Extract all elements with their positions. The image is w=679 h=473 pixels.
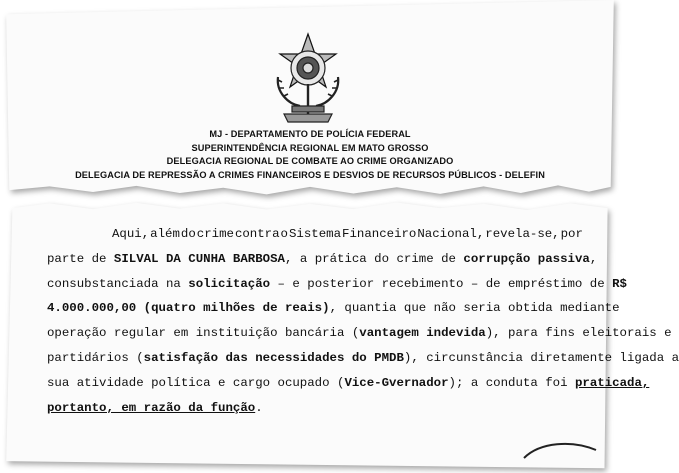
text-run: parte de SILVAL DA CUNHA BARBOSA, a prática do crime de corrupção passiva, (47, 251, 598, 266)
term-vice-governador: Vice-Gvernador (344, 375, 449, 390)
document-body (47, 222, 679, 420)
word: Financeiro (342, 227, 417, 241)
body-line-3 (47, 272, 627, 297)
body-line-8 (47, 396, 583, 421)
term-praticada: praticada, (574, 375, 650, 390)
body-line-7 (47, 371, 650, 396)
word: revela-se, (485, 227, 560, 241)
term-vantagem-indevida: vantagem indevida (359, 326, 486, 341)
word: do (180, 227, 196, 241)
body-line-4 (47, 296, 620, 321)
currency-symbol: R$ (612, 276, 627, 291)
text-run: consubstanciada na solicitação – e posterior recebimento – de empréstimo de (47, 276, 613, 291)
word: contra (234, 227, 280, 241)
word: o (280, 227, 288, 241)
word: além (150, 227, 180, 241)
term-em-razao-da-funcao: portanto, em razão da função (47, 400, 256, 415)
term-satisfacao-pmdb: satisfação das necessidades do PMDB (143, 350, 404, 365)
text-run: operação regular em instituição bancária (vantagem indevida), para fins eleitorais e (47, 326, 672, 341)
term-solicitacao: solicitação (188, 276, 271, 291)
body-line-6 (47, 346, 679, 371)
body-line-5 (47, 321, 672, 346)
text-run: sua atividade política e cargo ocupado (Vice-Gvernador); a conduta foi praticada, (47, 375, 650, 390)
header-line-ministry: MJ - DEPARTAMENTO DE POLÍCIA FEDERAL (209, 129, 411, 139)
crime-corrupcao-passiva: corrupção passiva (463, 251, 590, 266)
word: Nacional, (417, 227, 485, 241)
header-line-regional-office: DELEGACIA REGIONAL DE COMBATE AO CRIME ORGANIZADO (166, 156, 454, 166)
pen-mark (520, 436, 600, 466)
brazil-coat-of-arms-seal (270, 32, 346, 124)
text-run: 4.000.000,00 (quatro milhões de reais), quantia que não seria obtida mediante (47, 301, 620, 316)
text-run: partidários (satisfação das necessidades do PMDB), circunstância diretamente ligada a (47, 350, 679, 365)
word: por (560, 227, 583, 241)
body-line-1 (47, 222, 583, 247)
loan-amount: 4.000.000,00 (quatro milhões de reais) (47, 301, 330, 316)
text-run: portanto, em razão da função. (47, 400, 263, 415)
word: Sistema (288, 227, 342, 241)
header-line-superintendence: SUPERINTENDÊNCIA REGIONAL EM MATO GROSSO (191, 142, 429, 153)
word: crime (196, 227, 234, 241)
document-letterhead (40, 128, 580, 182)
header-line-delefin: DELEGACIA DE REPRESSÃO A CRIMES FINANCEIROS E DESVIOS DE RECURSOS PÚBLICOS - DELEFIN (75, 169, 545, 180)
name-silval: SILVAL DA CUNHA BARBOSA (113, 251, 285, 266)
body-line-2 (47, 247, 598, 272)
word: Aqui, (112, 227, 150, 241)
